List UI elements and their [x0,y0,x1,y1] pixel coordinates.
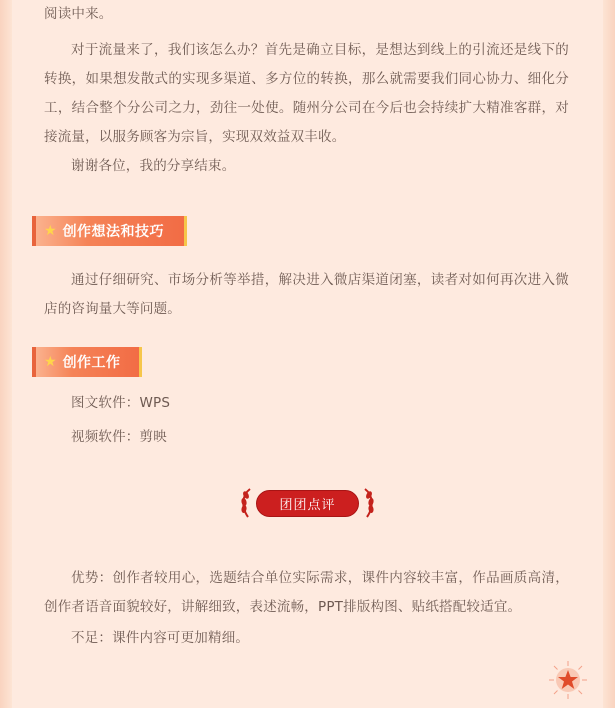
article-body [12,0,603,708]
section-heading-creative-work [32,347,142,377]
paragraph: 不足：课件内容可更加精细。 [71,630,250,646]
paragraph: 对于流量来了，我们该怎么办？首先是确立目标，是想达到线上的引流还是线下的转换，如果想发散式的实现多渠道、多方位的转换，那么就需要我们同心协力、细化分工，结合整个分公司之力，劲往一处使。随州分公司在今后也会持续扩大精准客群，对接流量，以服务顾客为宗旨，实现双效益双丰收。 [44,42,569,145]
star-icon: ★ [44,223,57,239]
section-heading-label: 创作工作 [62,355,121,371]
star-icon: ★ [44,354,57,370]
paragraph: 优势：创作者较用心，选题结合单位实际需求，课件内容较丰富，作品画质高清，创作者语音面貌较好，讲解细致，表述流畅，PPT排版构图、贴纸搭配较适宜。 [44,570,569,615]
review-banner [12,486,603,520]
page-left-border [0,0,12,708]
laurel-right-icon [361,487,377,519]
review-label: 团团点评 [256,490,358,517]
paragraph: 通过仔细研究、市场分析等举措，解决进入微店渠道闭塞，读者对如何再次进入微店的咨询量大等问题。 [44,272,569,317]
paragraph: 阅读中来。 [44,6,113,22]
section-heading-creative-ideas [32,216,187,246]
paragraph: 谢谢各位，我的分享结束。 [71,158,236,174]
page-right-border [603,0,615,708]
star-badge-icon [548,660,588,700]
paragraph: 图文软件：WPS [71,395,171,411]
section-heading-label: 创作想法和技巧 [62,224,165,240]
paragraph: 视频软件：剪映 [71,429,167,445]
laurel-left-icon [238,487,254,519]
